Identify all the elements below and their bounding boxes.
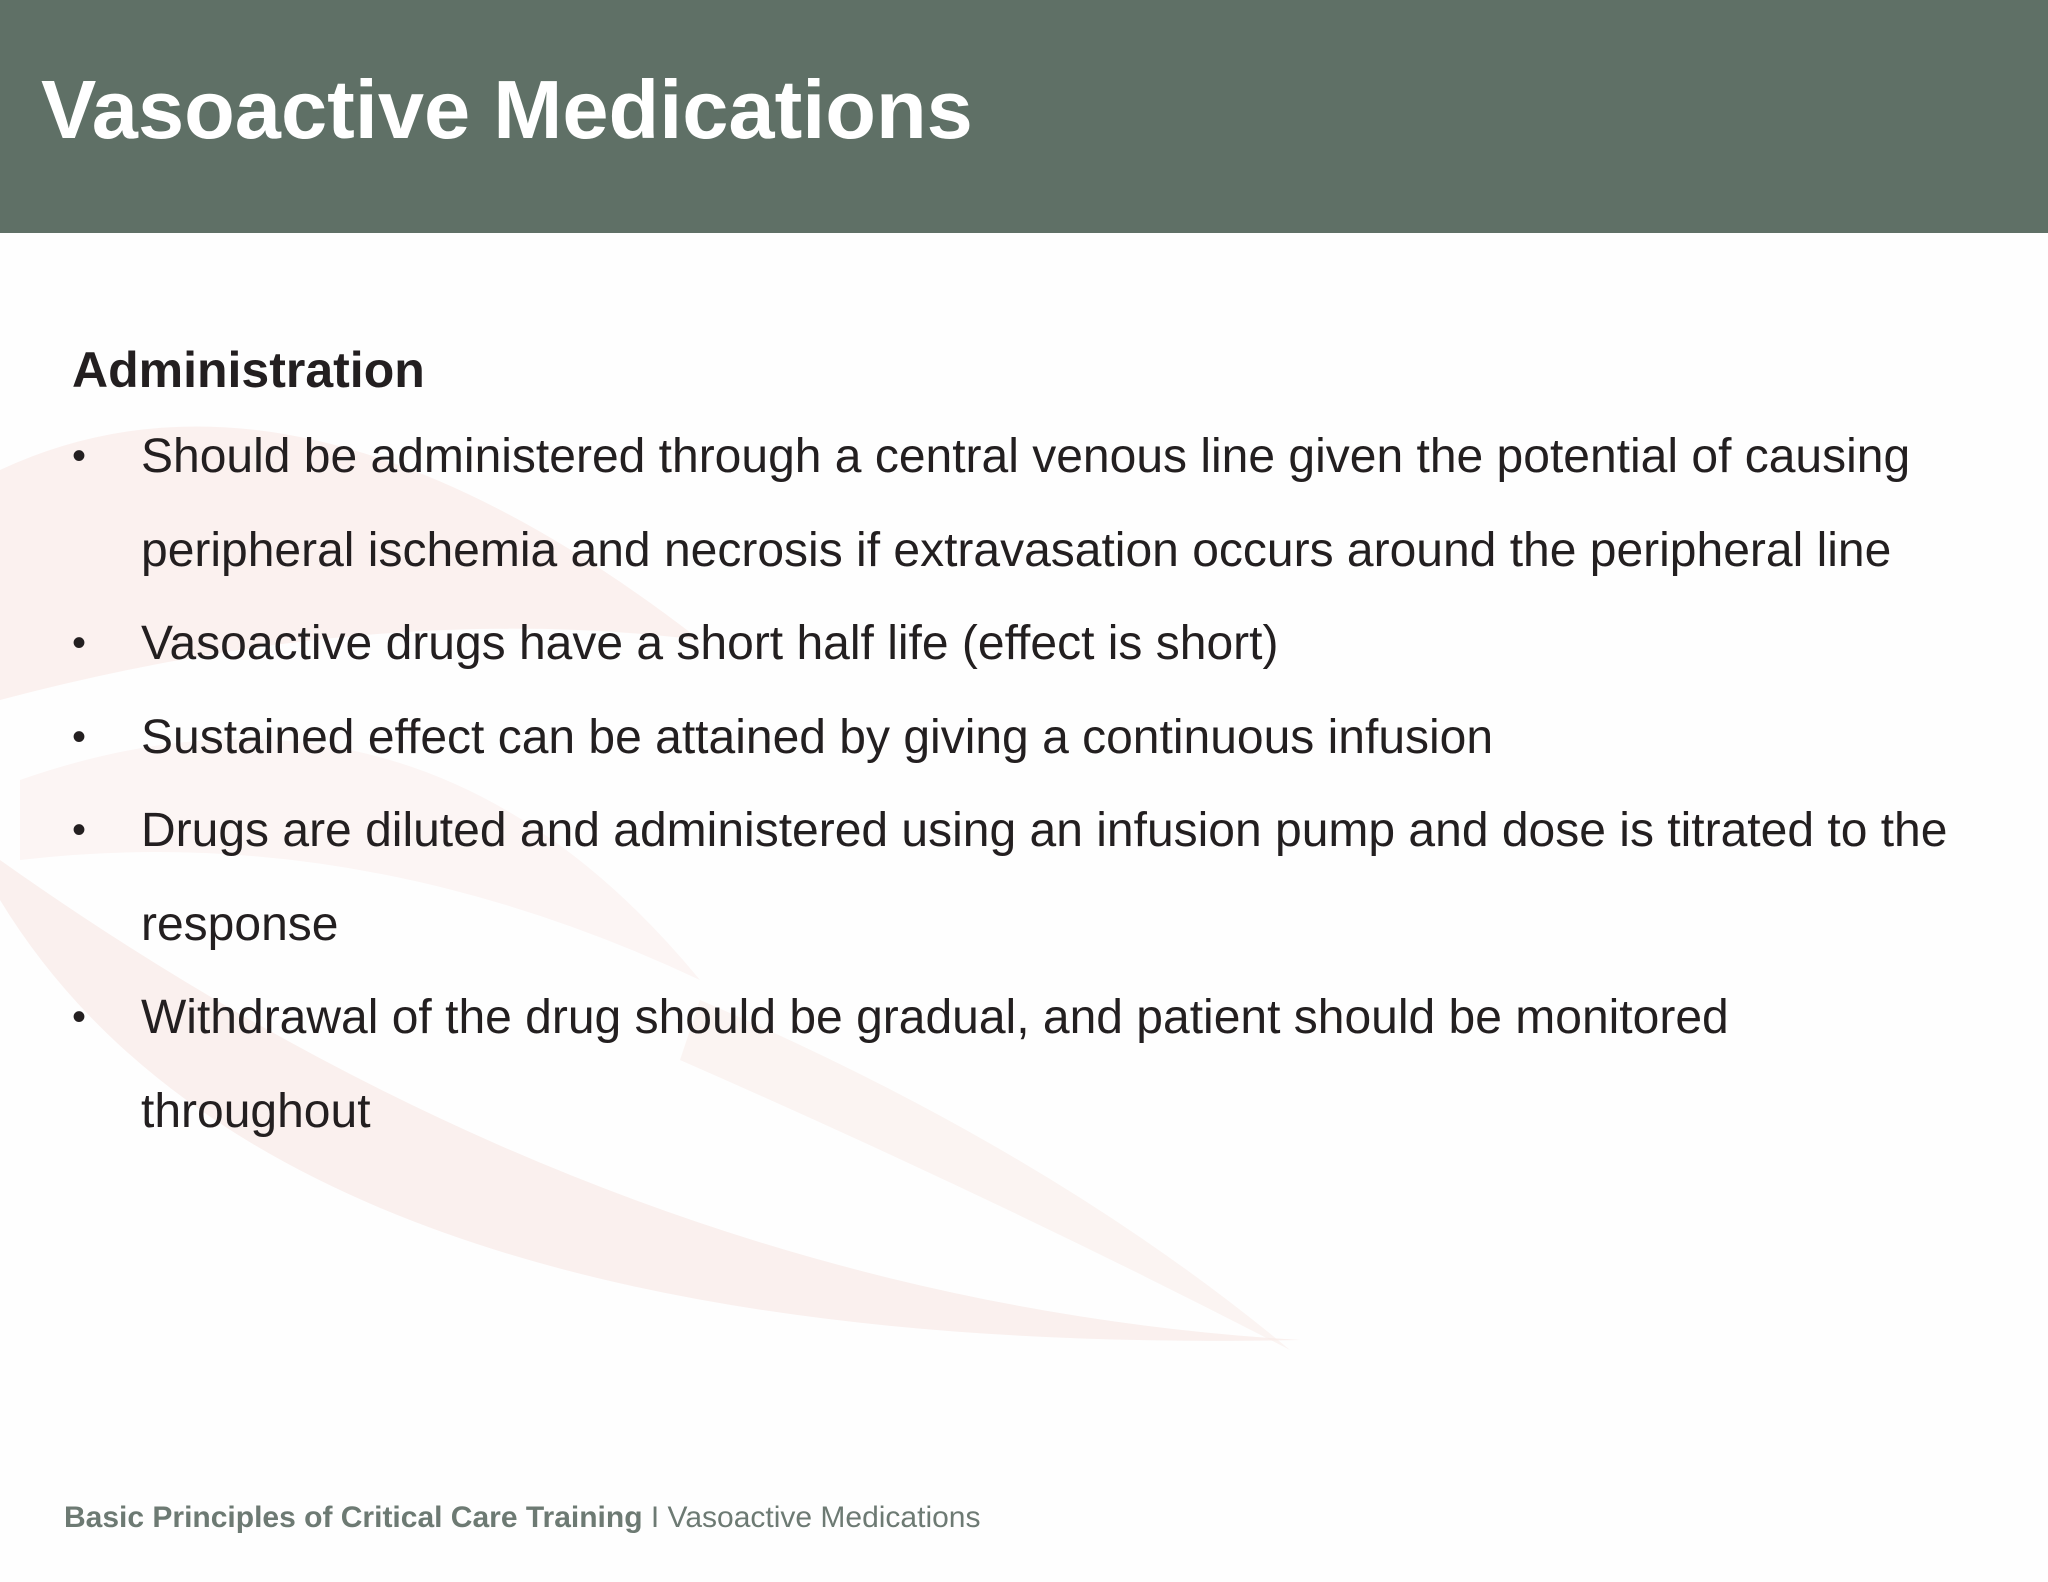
bullet-item bbox=[72, 410, 1961, 597]
bullet-dot-icon: • bbox=[72, 621, 87, 665]
bullet-text: Vasoactive drugs have a short half life (effect is short) bbox=[141, 617, 1279, 670]
section-subheading: Administration bbox=[72, 342, 425, 398]
bullet-text: Sustained effect can be attained by giving a continuous infusion bbox=[141, 710, 1494, 764]
bullet-dot-icon: • bbox=[72, 995, 87, 1039]
bullet-item bbox=[72, 784, 1961, 971]
bullet-text: Drugs are diluted and administered using an infusion pump and dose is titrated to the response bbox=[141, 804, 1948, 951]
bullet-list bbox=[72, 410, 1972, 1158]
footer-section-name: Vasoactive Medications bbox=[667, 1501, 981, 1534]
slide-footer bbox=[64, 1496, 980, 1540]
bullet-dot-icon: • bbox=[72, 434, 87, 478]
bullet-item bbox=[72, 971, 1961, 1158]
bullet-item bbox=[72, 597, 1961, 691]
slide-title: Vasoactive Medications bbox=[41, 63, 973, 156]
footer-course-name: Basic Principles of Critical Care Training bbox=[64, 1501, 643, 1534]
bullet-dot-icon: • bbox=[72, 714, 87, 759]
bullet-item bbox=[72, 691, 1961, 785]
bullet-dot-icon: • bbox=[72, 808, 87, 852]
bullet-text: Should be administered through a central venous line given the potential of causing peripheral ischemia and necrosis if extravasation occurs around the peripheral line bbox=[141, 430, 1911, 577]
footer-separator: I bbox=[642, 1501, 668, 1534]
bullet-text: Withdrawal of the drug should be gradual, and patient should be monitored throughout bbox=[141, 991, 1729, 1138]
slide-header bbox=[0, 0, 2048, 233]
slide-body bbox=[72, 330, 1972, 1158]
